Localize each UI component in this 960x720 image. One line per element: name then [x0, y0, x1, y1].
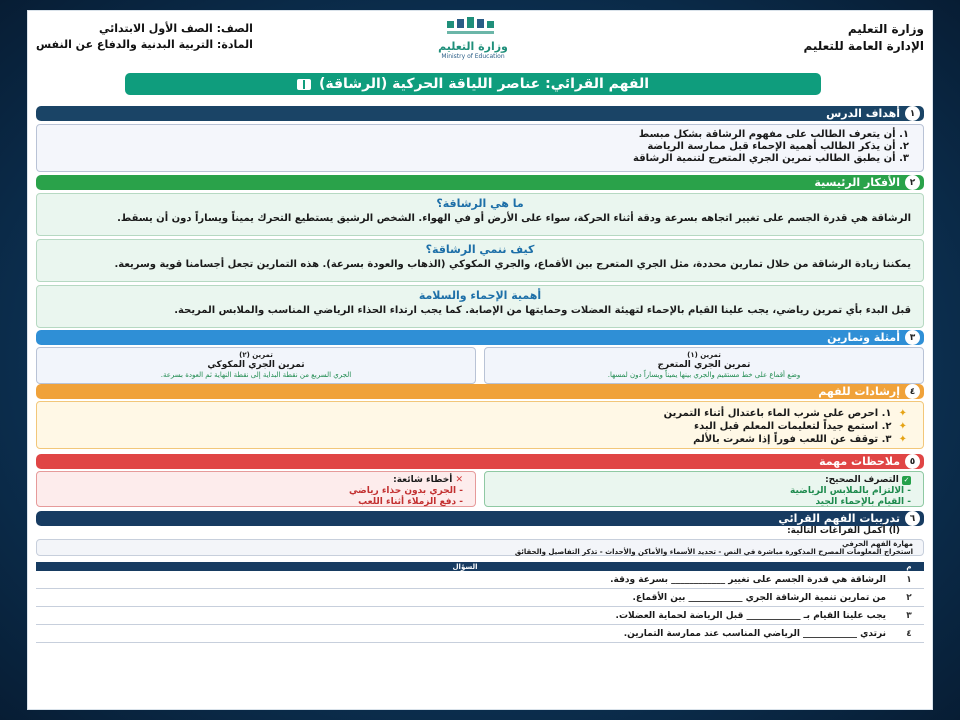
- correct-item: - القيام بالإحماء الجيد: [815, 497, 911, 507]
- exercise-label: تمرين (٢): [239, 351, 273, 359]
- question-text[interactable]: نرتدي ____________ الرياضي المناسب عند ممارسة التمارين.: [36, 625, 894, 643]
- section-number: ١: [905, 106, 920, 121]
- logo-english-text: Ministry of Education: [441, 53, 505, 60]
- worksheet-page: [27, 10, 933, 710]
- examples-title: أمثلة وتمارين: [827, 331, 900, 344]
- idea-block: [36, 193, 924, 236]
- worksheet-title-bar: [125, 73, 821, 95]
- class-info: [36, 21, 253, 53]
- section-number: ٤: [905, 384, 920, 399]
- correct-title-row: [485, 475, 911, 486]
- table-row: [36, 571, 924, 589]
- question-number: ٤: [894, 625, 924, 643]
- examples-header: [36, 330, 924, 345]
- mistakes-title: أخطاء شائعة:: [393, 475, 453, 485]
- checkmark-icon: ✓: [903, 476, 910, 484]
- ministry-logo: [418, 17, 528, 73]
- idea-heading: ما هي الرشاقة؟: [436, 197, 524, 210]
- notes-title: ملاحظات مهمة: [819, 455, 900, 468]
- grade-label: الصف: الصف الأول الابتدائي: [98, 22, 253, 35]
- subject-label: المادة: التربية البدنية والدفاع عن النفس: [36, 38, 253, 51]
- questions-table: [36, 562, 924, 643]
- page-header: [28, 17, 932, 77]
- exercises-header: [36, 511, 924, 526]
- cross-icon: ✕: [455, 475, 463, 485]
- exercise-card: [484, 347, 924, 384]
- column-header-question: السؤال: [36, 562, 894, 571]
- table-row: [36, 589, 924, 607]
- tip-item: [37, 420, 907, 433]
- skill-title: مهارة الفهم الحرفي: [842, 540, 913, 548]
- tip-item: [37, 407, 907, 420]
- skill-box: [36, 539, 924, 556]
- exercise-name: تمرين الجري المتعرج: [657, 360, 751, 370]
- question-text[interactable]: الرشاقة هي قدرة الجسم على تغيير ____________ بسرعة ودقة.: [36, 571, 894, 589]
- tip-text: ٢. استمع جيداً لتعليمات المعلم قبل البدء: [694, 421, 892, 432]
- section-number: ٣: [905, 330, 920, 345]
- table-row: [36, 625, 924, 643]
- lightbulb-icon: ✦: [898, 421, 907, 432]
- tips-title: إرشادات للفهم: [818, 385, 900, 398]
- objective-item: ١. أن يتعرف الطالب على مفهوم الرشاقة بشكل مبسط: [638, 129, 909, 140]
- logo-arabic-text: وزارة التعليم: [438, 40, 508, 53]
- section-number: ٢: [905, 175, 920, 190]
- ministry-info: [803, 21, 924, 55]
- section-number: ٥: [905, 454, 920, 469]
- tip-text: ٣. توقف عن اللعب فوراً إذا شعرت بالألم: [693, 434, 892, 445]
- exercises-title: تدريبات الفهم القرائي: [778, 512, 900, 525]
- objective-item: ٣. أن يطبق الطالب تمرين الجري المتعرج لتنمية الرشاقة: [633, 153, 909, 164]
- mistake-item: - الجري بدون حذاء رياضي: [348, 486, 463, 496]
- question-number: ٣: [894, 607, 924, 625]
- exercise-description: الجري السريع من نقطة البداية إلى نقطة النهاية ثم العودة بسرعة.: [160, 371, 352, 379]
- idea-block: [36, 285, 924, 328]
- idea-text: الرشاقة هي قدرة الجسم على تغيير اتجاهه بسرعة ودقة أثناء الحركة، سواء على الأرض أو في الهواء. الشخص الرشيق يستطيع التحرك يميناً ويساراً دون أن يسقط.: [117, 213, 911, 224]
- skill-text: استخراج المعلومات المصرح المذكورة مباشرة في النص - تحديد الأسماء والأماكن والأحداث - تذكر التفاصيل والحقائق: [514, 548, 913, 556]
- ministry-logo-icon: [443, 17, 503, 39]
- mistake-item: - دفع الزملاء أثناء اللعب: [358, 497, 463, 507]
- exercise-card: [36, 347, 476, 384]
- exercise-name: تمرين الجري المكوكي: [207, 360, 305, 370]
- exercise-description: وضع أقماع على خط مستقيم والجري بينها يميناً ويساراً دون لمسها.: [607, 371, 801, 379]
- lightbulb-icon: ✦: [898, 408, 907, 419]
- correct-behavior-box: [484, 471, 924, 507]
- tips-header: [36, 384, 924, 399]
- notes-header: [36, 454, 924, 469]
- idea-text: قبل البدء بأي تمرين رياضي، يجب علينا القيام بالإحماء لتهيئة العضلات وحمايتها من الإصابة. كما يجب ارتداء الحذاء الرياضي المناسب والملابس المريحة.: [174, 305, 911, 316]
- idea-heading: كيف ننمي الرشاقة؟: [425, 243, 535, 256]
- question-text[interactable]: من تمارين تنمية الرشاقة الجري ____________ بين الأقماع.: [36, 589, 894, 607]
- administration-name: الإدارة العامة للتعليم: [803, 39, 924, 53]
- idea-text: يمكننا زيادة الرشاقة من خلال تمارين محددة، مثل الجري المتعرج بين الأقماع، والجري المكوكي (الذهاب والعودة بسرعة). هذه التمارين تجعل أجسامنا قوية وسريعة.: [114, 259, 911, 270]
- worksheet-title: الفهم القرائي: عناصر اللياقة الحركية (الرشاقة): [319, 76, 649, 92]
- section-number: ٦: [905, 511, 920, 526]
- tip-item: [37, 433, 907, 446]
- table-header-row: [36, 562, 924, 571]
- mistakes-title-row: [37, 475, 463, 486]
- question-text[interactable]: يجب علينا القيام بـ ____________ قبل الرياضة لحماية العضلات.: [36, 607, 894, 625]
- correct-item: - الالتزام بالملابس الرياضية: [789, 486, 911, 496]
- exercises-subtitle: (أ) أكمل الفراغات التالية:: [787, 526, 900, 536]
- lightbulb-icon: ✦: [898, 434, 907, 445]
- objective-item: ٢. أن يذكر الطالب أهمية الإحماء قبل ممارسة الرياضة: [647, 141, 909, 152]
- common-mistakes-box: [36, 471, 476, 507]
- column-header-number: م: [894, 562, 924, 571]
- ministry-name: وزارة التعليم: [847, 22, 924, 36]
- ideas-header: [36, 175, 924, 190]
- tip-text: ١. احرص على شرب الماء باعتدال أثناء التمرين: [663, 408, 892, 419]
- objectives-title: أهداف الدرس: [826, 107, 900, 120]
- table-row: [36, 607, 924, 625]
- objectives-header: [36, 106, 924, 121]
- idea-heading: أهمية الإحماء والسلامة: [418, 289, 542, 302]
- question-number: ١: [894, 571, 924, 589]
- idea-block: [36, 239, 924, 282]
- objectives-box: [36, 124, 924, 172]
- ideas-title: الأفكار الرئيسية: [814, 176, 900, 189]
- correct-title: التصرف الصحيح:: [825, 475, 899, 485]
- exercise-label: تمرين (١): [687, 351, 721, 359]
- question-number: ٢: [894, 589, 924, 607]
- tips-box: [36, 401, 924, 449]
- book-icon: [297, 79, 311, 90]
